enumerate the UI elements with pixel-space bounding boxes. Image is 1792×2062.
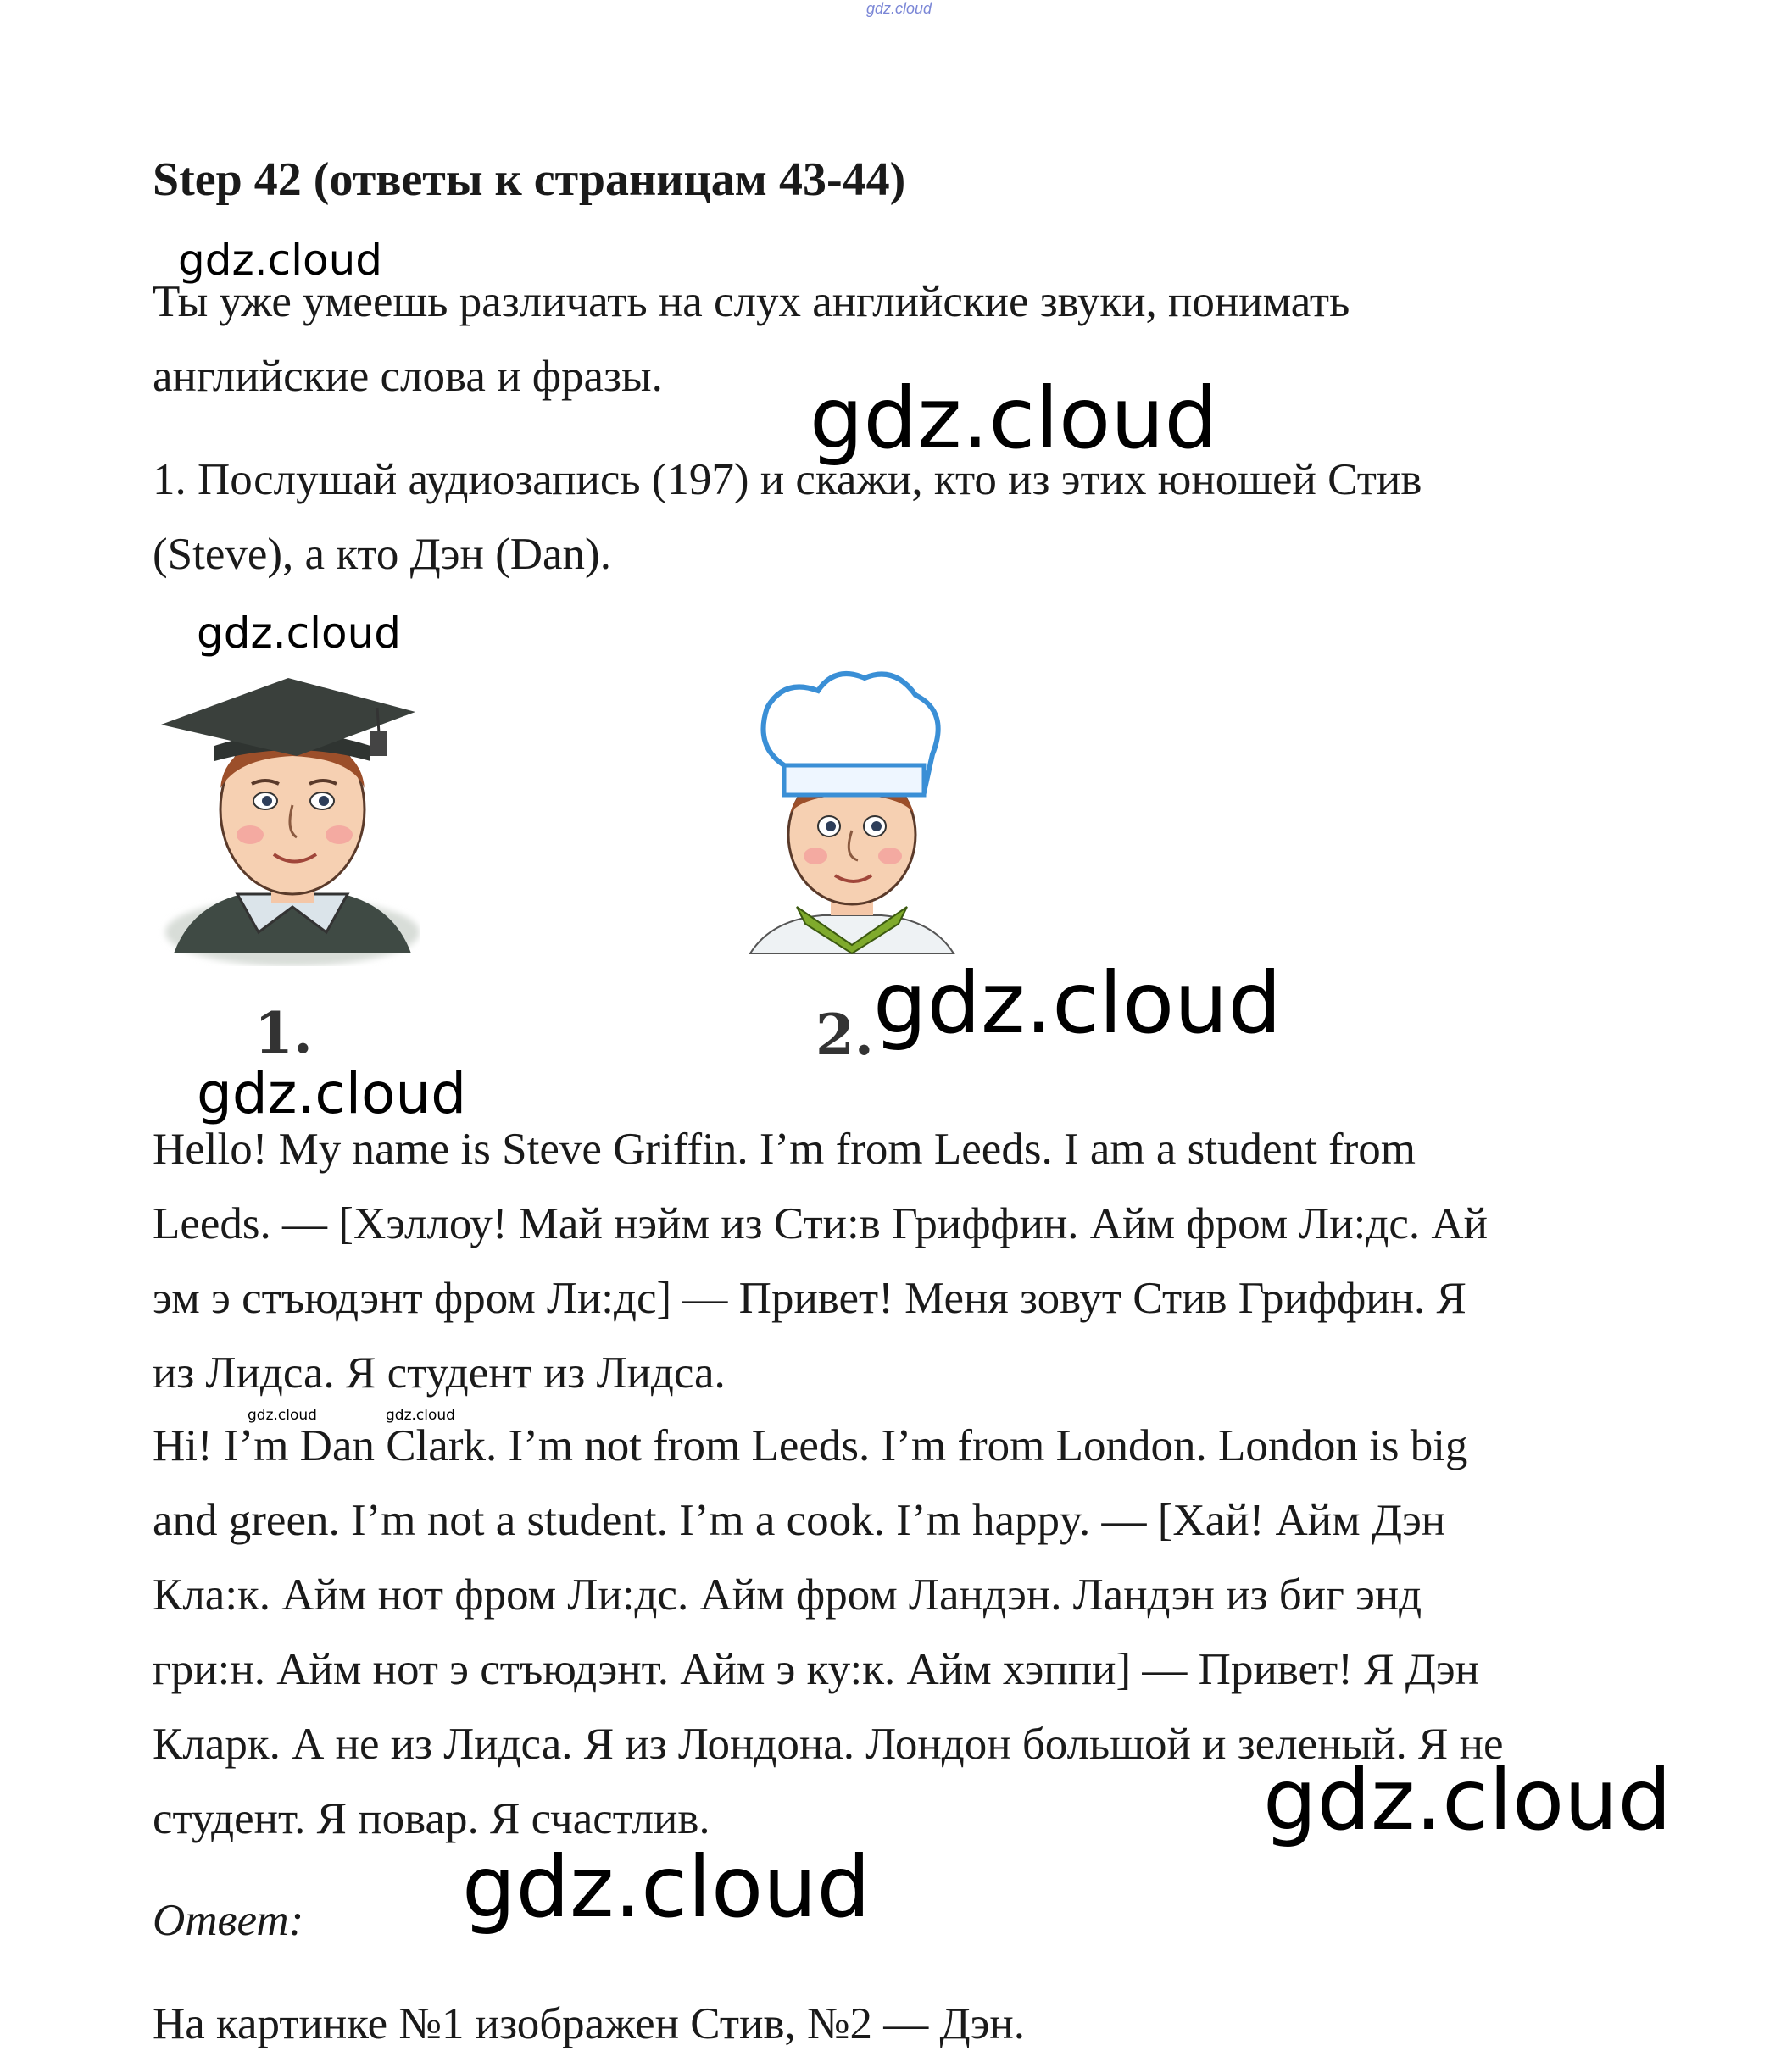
answer-text: На картинке №1 изображен Стив, №2 — Дэн. [153, 1999, 1026, 2048]
watermark-text: gdz.cloud [462, 1837, 871, 1937]
watermark-text: gdz.cloud [197, 609, 402, 658]
watermark-text: gdz.cloud [197, 1061, 467, 1126]
dan-line-6: студент. Я повар. Я счастлив. [153, 1794, 710, 1843]
intro-line-1: Ты уже умеешь различать на слух английские звуки, понимать [153, 277, 1350, 326]
dan-line-3: Кла:к. Айм нот фром Ли:дс. Айм фром Ландэн. Ландэн из биг энд [153, 1570, 1422, 1620]
top-watermark: gdz.cloud [866, 0, 932, 17]
watermark-text: gdz.cloud [248, 1407, 317, 1424]
watermark-text: gdz.cloud [178, 236, 383, 285]
watermark-text: gdz.cloud [1263, 1750, 1672, 1849]
task-paragraph [153, 442, 1678, 592]
steve-paragraph [153, 1112, 1678, 1410]
student-illustration [157, 661, 420, 966]
page-heading: Step 42 (ответы к страницам 43-44) [153, 153, 906, 206]
figure-2-label: 2. [815, 1002, 874, 1068]
watermark-text: gdz.cloud [810, 369, 1219, 468]
answer-label: Ответ: [153, 1896, 304, 1945]
task-line-1: 1. Послушай аудиозапись (197) и скажи, кто из этих юношей Стив [153, 455, 1422, 504]
watermark-text: gdz.cloud [386, 1407, 455, 1424]
dan-line-5: Кларк. А не из Лидса. Я из Лондона. Лондон большой и зеленый. Я не [153, 1720, 1504, 1769]
steve-line-3: эм э стъюдэнт фром Ли:дс] — Привет! Меня зовут Стив Гриффин. Я [153, 1274, 1466, 1323]
dan-line-1: Hi! I’m Dan Clark. I’m not from Leeds. I’m from London. London is big [153, 1421, 1468, 1470]
task-line-2: (Steve), а кто Дэн (Dan). [153, 530, 611, 579]
figure-1-label: 1. [254, 1000, 313, 1066]
watermark-text: gdz.cloud [873, 953, 1283, 1053]
dan-line-2: and green. I’m not a student. I’m a cook. I’m happy. — [Хай! Айм Дэн [153, 1496, 1446, 1545]
intro-line-2: английские слова и фразы. [153, 352, 663, 401]
dan-line-4: гри:н. Айм нот э стъюдэнт. Айм э ку:к. Айм хэппи] — Привет! Я Дэн [153, 1645, 1479, 1694]
steve-line-2: Leeds. — [Хэллоу! Май нэйм из Сти:в Гриффин. Айм фром Ли:дс. Ай [153, 1199, 1489, 1248]
steve-line-1: Hello! My name is Steve Griffin. I’m from Leeds. I am a student from [153, 1125, 1416, 1174]
cook-illustration [737, 665, 966, 962]
steve-line-4: из Лидса. Я студент из Лидса. [153, 1348, 726, 1398]
